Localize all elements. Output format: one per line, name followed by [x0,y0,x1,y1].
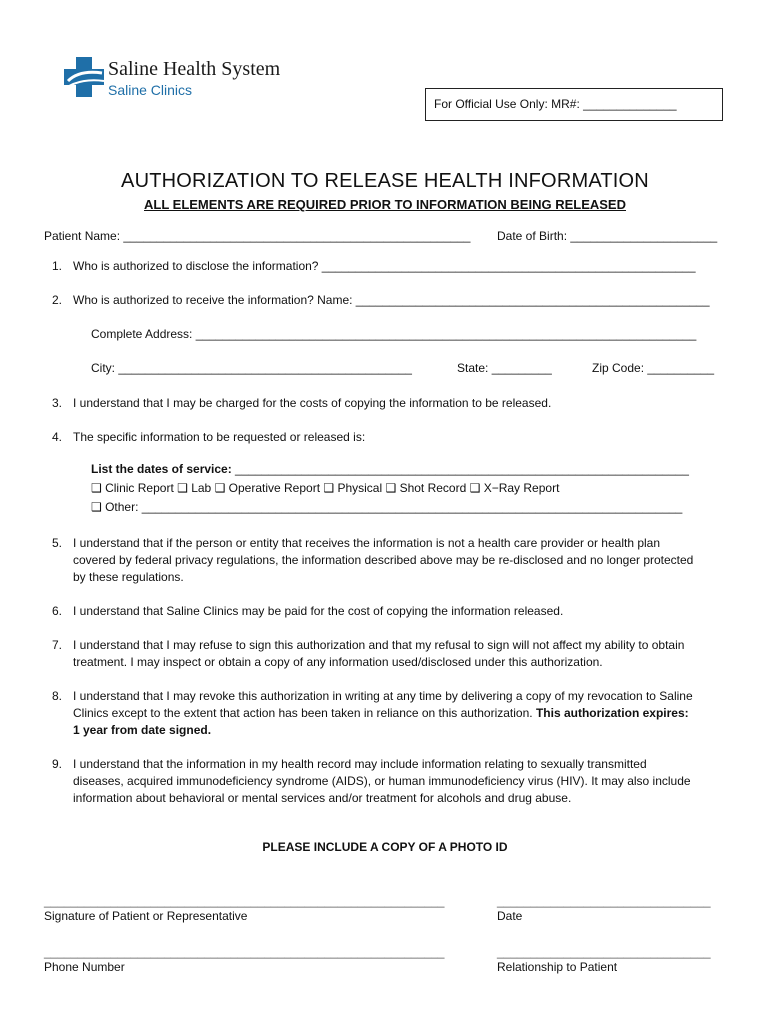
signature-label: Signature of Patient or Representative [44,909,248,923]
receive-name-field[interactable]: Who is authorized to receive the information? Name: _____________________________________________________ [73,293,710,307]
city-field[interactable]: City: ____________________________________________ [91,361,412,375]
item-6-text: I understand that Saline Clinics may be paid for the cost of copying the information released. [73,604,564,618]
item-number: 2. [52,293,63,307]
org-subname: Saline Clinics [108,82,193,98]
state-field[interactable]: State: _________ [457,361,552,375]
patient-name-field[interactable]: Patient Name: ____________________________________________________ [44,229,471,243]
item-number: 5. [52,536,63,550]
item-9-line: diseases, acquired immunodeficiency syndrome (AIDS), or human immunodeficiency virus (HIV). It may also include [73,774,691,788]
item-4-text: The specific information to be requested or released is: [73,430,366,444]
date-of-birth-field[interactable]: Date of Birth: ______________________ [497,229,718,243]
other-checkbox-field[interactable]: ❑ Other: _________________________________________________________________________________ [91,500,683,514]
complete-address-field[interactable]: Complete Address: ___________________________________________________________________________ [91,327,697,341]
disclose-field[interactable]: Who is authorized to disclose the information? ________________________________________________________ [73,259,696,273]
relationship-line[interactable]: ________________________________ [497,945,711,959]
item-5-line: by these regulations. [73,570,184,584]
form-title: AUTHORIZATION TO RELEASE HEALTH INFORMATION [121,170,649,192]
item-number: 4. [52,430,63,444]
item-7-line: I understand that I may refuse to sign this authorization and that my refusal to sign will not affect my ability to obtain [73,638,685,652]
date-label: Date [497,909,523,923]
item-9-line: information about behavioral or mental services and/or treatment for alcohols and drug abuse. [73,791,572,805]
zip-code-field[interactable]: Zip Code: __________ [592,361,715,375]
relationship-label: Relationship to Patient [497,960,618,974]
item-number: 7. [52,638,63,652]
expiry-term: 1 year from date signed. [73,723,212,737]
signature-line[interactable]: ____________________________________________________________ [44,894,445,908]
form-subtitle: ALL ELEMENTS ARE REQUIRED PRIOR TO INFORMATION BEING RELEASED [144,197,626,212]
official-use-box [425,88,723,121]
item-8-line: I understand that I may revoke this authorization in writing at any time by delivering a copy of my revocation to Saline [73,689,693,703]
item-number: 3. [52,396,63,410]
item-9-line: I understand that the information in my health record may include information relating to sexually transmitted [73,757,647,771]
item-5-line: I understand that if the person or entity that receives the information is not a health care provider or health plan [73,536,661,550]
phone-label: Phone Number [44,960,125,974]
saline-cross-logo-icon [62,55,106,99]
expiry-notice: This authorization expires: [535,706,689,720]
official-use-text: For Official Use Only: MR#: ______________ [434,97,677,111]
item-number: 6. [52,604,63,618]
date-line[interactable]: ________________________________ [497,894,711,908]
dates-of-service-field[interactable] [91,462,689,477]
dates-of-service-label: List the dates of service: [91,462,232,476]
item-8-line [73,706,689,721]
item-5-line: covered by federal privacy regulations, the information described above may be re-disclosed and no longer protected [73,553,694,567]
item-number: 8. [52,689,63,703]
org-name: Saline Health System [108,58,281,80]
item-8-text: Clinics except to the extent that action has been taken in reliance on this authorization. [73,706,536,720]
photo-id-notice: PLEASE INCLUDE A COPY OF A PHOTO ID [262,840,508,854]
phone-line[interactable]: ____________________________________________________________ [44,945,445,959]
item-number: 1. [52,259,63,273]
item-7-line: treatment. I may inspect or obtain a copy of any information used/disclosed under this authorization. [73,655,603,669]
report-type-checkboxes[interactable]: ❑ Clinic Report ❑ Lab ❑ Operative Report ❑ Physical ❑ Shot Record ❑ X−Ray Report [91,481,560,495]
item-3-text: I understand that I may be charged for the costs of copying the information to be released. [73,396,552,410]
item-number: 9. [52,757,63,771]
dates-of-service-line: ____________________________________________________________________ [231,462,689,476]
